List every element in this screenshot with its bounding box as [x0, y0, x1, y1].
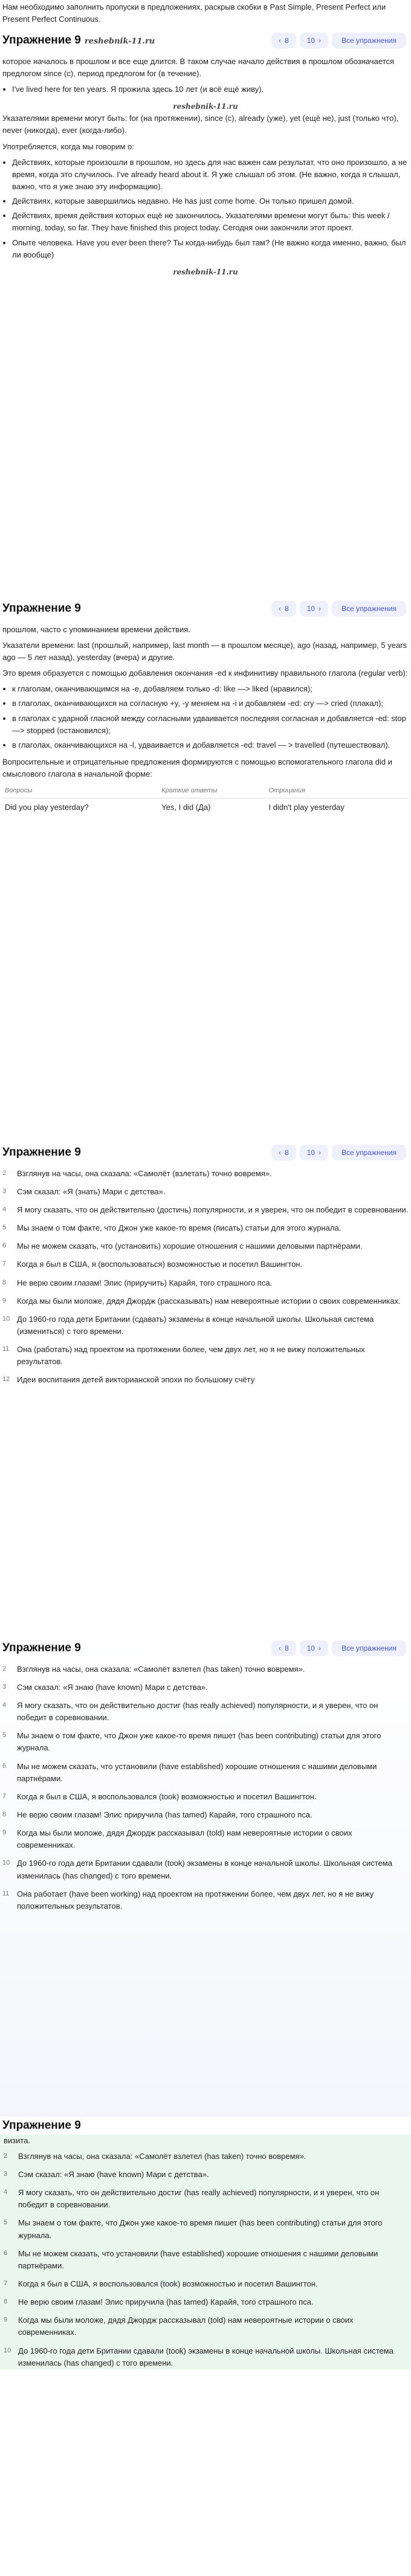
exercise-header: [2, 25, 409, 55]
list-item: 10 До 1960-го года дети Британии сдавали (took) экзамены в конце начальной школы. Школьная система изменилась (has changed) с того времени.: [2, 1859, 392, 1880]
exercise-header: [0, 2117, 411, 2134]
section-paragraph: визита.: [4, 2135, 31, 2145]
list-item: 7 Когда я был в США, я воспользовался (took) возможностью и посетил Вашингтон.: [4, 2279, 318, 2288]
list-item: 10 До 1960-го года дети Британии сдавали (took) экзамены в конце начальной школы. Школьная система изменилась (has changed) с того времени.: [4, 2346, 393, 2367]
prev-exercise-button[interactable]: ‹ 8: [271, 33, 296, 49]
list-item: • I've lived here for ten years. Я прожила здесь 10 лет (и всё ещё живу).: [12, 83, 409, 95]
list-item: 4 Я могу сказать, что он действительно достиг (has really achieved) популярности, и я уверен, что он победит в соревновании.: [2, 1701, 378, 1723]
list-item: 7 Когда я был в США, я (воспользоваться) возможностью и посетил Вашингтон.: [2, 1260, 303, 1269]
list-item: 4 Я могу сказать, что он действительно (достичь) популярности, и я уверен, что он победит в соревновании.: [2, 1205, 409, 1214]
list-item: • в глаголах, оканчивающихся на согласную +y, -y меняем на -i и добавляем -ed: cry —> cried (плакал);: [12, 697, 409, 710]
exercise-title: Упражнение 9: [2, 1146, 81, 1159]
watermark: reshebnik-11.ru: [84, 37, 155, 47]
answers-block: [0, 2135, 411, 2369]
list-item: 9 Когда мы были моложе, дядя Джордж рассказывал (told) нам невероятные истории о своих современниках.: [2, 1828, 352, 1850]
section-paragraph: Вопросительные и отрицательные предложения формируются с помощью вспомогательного глагола did и смыслового глагола в начальной форме:: [2, 757, 392, 779]
next-exercise-button[interactable]: 10 ›: [300, 1640, 328, 1657]
exercise-title: Упражнение 9: [2, 602, 81, 615]
list-item: 6 Мы не можем сказать, что (установить) хорошие отношения с нашими деловыми партнёрами.: [2, 1241, 363, 1251]
grammar-table: [2, 784, 409, 817]
list-item: • Действиях, время действия которых ещё не закончилось. Указателями времени могут быть: this week / morning, today, so far. They have finished this project today. Сегодня они закончили этот проект.: [12, 210, 409, 234]
all-exercises-button[interactable]: Все упражнения: [332, 33, 406, 49]
prev-exercise-button[interactable]: ‹ 8: [271, 1640, 296, 1657]
exercise-header: [2, 594, 409, 623]
list-item: 12 Идеи воспитания детей викторианской эпохи по большому счёту: [2, 1375, 255, 1385]
exercise-section-5: [0, 2117, 411, 2576]
list-item: 10 До 1960-го года дети Британии (сдавать) экзамены в конце начальной школы. Школьная система (измениться) с того времени.: [2, 1314, 374, 1336]
exercise-nav: [271, 1145, 406, 1161]
list-item: 5 Мы знаем о том факте, что Джон уже какое-то время (писать) статьи для этого журнала.: [2, 1223, 341, 1233]
chevron-left-icon: ‹: [278, 36, 281, 45]
examples-list: [2, 83, 409, 95]
next-exercise-button[interactable]: 10 ›: [300, 33, 328, 49]
rules-list: [2, 683, 409, 751]
intro: [0, 0, 411, 25]
list-item: • в глаголах, оканчивающихся на -l, удваивается и добавляется -ed: travel — > travelled (путешествовал).: [12, 739, 409, 751]
usage-list: [2, 157, 409, 261]
chevron-left-icon: ‹: [278, 1643, 281, 1652]
list-item: 3 Сэм сказал: «Я знаю (have known) Мари с детства».: [2, 1682, 208, 1692]
list-item: • Опыте человека. Have you ever been there? Ты когда-нибудь был там? (Не важно когда именно, важно, был ли вообще): [12, 237, 409, 261]
list-item: 3 Сэм сказал: «Я знаю (have known) Мари с детства».: [4, 2170, 209, 2179]
answers-list: [2, 1663, 409, 1912]
list-item: 9 Когда мы были моложе, дядя Джордж (рассказывать) нам невероятные истории о своих современниках.: [2, 1296, 401, 1306]
list-item: • Действиях, которые завершились недавно. He has just come home. Он только пришел домой.: [12, 195, 409, 207]
watermark: reshebnik-11.ru: [173, 102, 238, 111]
chevron-right-icon: ›: [318, 1643, 321, 1652]
exercise-nav: [271, 601, 406, 617]
exercise-section-3: [0, 1138, 411, 1633]
list-item: 11 Она (работать) над проектом на протяжении более, чем двух лет, но я не вижу положительных результатов.: [2, 1345, 365, 1367]
list-item: 7 Когда я был в США, я воспользовался (took) возможностью и посетил Вашингтон.: [2, 1791, 317, 1801]
list-item: • Действиях, которые произошли в прошлом, но здесь для нас важен сам результат, что оно произошло, а не время, когда это случилось. I've already heard about it. Я уже слышал об этом. (Не важно, когда я слышал, важно, что я уже знаю эту информацию).: [12, 157, 409, 193]
table-cell: I didn't play yesterday: [268, 803, 345, 812]
section-paragraph: Указатели времени: last (прошлый, например, last month — в прошлом месяце), ago (назад, например, 5 years ago — 5 лет назад), yesterday (вчера) и другие.: [2, 640, 407, 662]
exercise-title: Упражнение 9 reshebnik-11.ru: [2, 34, 155, 47]
list-item: 5 Мы знаем о том факте, что Джон уже какое-то время пишет (has been contributing) статьи для этого журнала.: [2, 1731, 381, 1753]
table-header: Краткие ответы: [159, 784, 266, 798]
list-item: 4 Я могу сказать, что он действительно достиг (has really achieved) популярности, и я уверен, что он победит в соревновании.: [4, 2188, 380, 2210]
list-item: 9 Когда мы были моложе, дядя Джордж рассказывал (told) нам невероятные истории о своих современниках.: [4, 2315, 354, 2337]
list-item: 3 Сэм сказал: «Я (знать) Мари с детства».: [2, 1186, 166, 1196]
list-item: 11 Она работает (have been working) над проектом на протяжении более, чем двух лет, но я не вижу положительных результатов.: [2, 1889, 374, 1911]
table-row: [2, 798, 409, 817]
all-exercises-button[interactable]: Все упражнения: [332, 1145, 406, 1161]
list-item: • в глаголах с ударной гласной между согласными удваивается последняя согласная и добавляется -ed: stop —> stopped (остановился);: [12, 713, 409, 737]
watermark: reshebnik-11.ru: [173, 267, 238, 276]
list-item: 6 Мы не можем сказать, что установили (have established) хорошие отношения с нашими деловыми партнёрами.: [2, 1761, 377, 1783]
chevron-right-icon: ›: [318, 36, 321, 45]
exercise-header: [2, 1633, 409, 1663]
answers-list: [4, 2150, 407, 2369]
list-item: 8 Не верю своим глазам! Элис (приручить) Карайя, того страшного пса.: [2, 1278, 273, 1287]
list-item: • к глаголам, оканчивающимся на -e, добавляем только -d: like —> liked (нравился);: [12, 683, 409, 695]
table-cell: Yes, I did (Да): [161, 803, 211, 812]
exercise-title: Упражнение 9: [2, 2119, 81, 2132]
list-item: 2 Взглянув на часы, она сказала: «Самолёт взлетел (has taken) точно вовремя».: [2, 1664, 305, 1674]
chevron-left-icon: ‹: [278, 1148, 281, 1157]
list-item: 5 Мы знаем о том факте, что Джон уже какое-то время пишет (has been contributing) статьи для этого журнала.: [4, 2218, 383, 2240]
list-item: 8 Не верю своим глазам! Элис приручила (has tamed) Карайя, того страшного пса.: [2, 1810, 312, 1819]
exercise-header: [2, 1138, 409, 1167]
all-exercises-button[interactable]: Все упражнения: [332, 601, 406, 617]
intro-text: Нам необходимо заполнить пропуски в предложениях, раскрыв скобки в Past Simple, Present Perfect или Present Perfect Continuous.: [2, 2, 386, 24]
list-item: 8 Не верю своим глазам! Элис приручила (has tamed) Карайя, того страшного пса.: [4, 2297, 314, 2307]
exercise-nav: [271, 33, 406, 49]
list-item: 2 Взглянув на часы, она сказала: «Самолёт (взлетать) точно вовремя».: [2, 1168, 272, 1178]
next-exercise-button[interactable]: 10 ›: [300, 601, 328, 617]
exercise-list: [2, 1168, 409, 1387]
section-paragraph: которое началось в прошлом и все еще длится. В таком случае начало действия в прошлом обозначается предлогом since (с), период предлогом for (в течение).: [2, 56, 395, 78]
chevron-right-icon: ›: [318, 1148, 321, 1157]
next-exercise-button[interactable]: 10 ›: [300, 1145, 328, 1161]
exercise-section-1: [0, 25, 411, 594]
prev-exercise-button[interactable]: ‹ 8: [271, 601, 296, 617]
exercise-section-4: [0, 1633, 411, 2117]
chevron-right-icon: ›: [318, 604, 321, 613]
table-header: Вопросы: [2, 784, 159, 798]
list-item: 2 Взглянув на часы, она сказала: «Самолёт взлетел (has taken) точно вовремя».: [4, 2151, 306, 2161]
table-cell: Did you play yesterday?: [5, 803, 89, 812]
list-item: 6 Мы не можем сказать, что установили (have established) хорошие отношения с нашими деловыми партнёрами.: [4, 2248, 378, 2270]
section-paragraph: Указателями времени могут быть: for (на протяжении), since (с), already (уже), yet (ещё не), just (только что), never (никогда), ever (когда-либо).: [2, 114, 399, 135]
section-paragraph: прошлом, часто с упоминанием времени действия.: [2, 624, 190, 634]
exercise-section-2: [0, 594, 411, 1138]
chevron-left-icon: ‹: [278, 604, 281, 613]
section-paragraph: Это время образуется с помощью добавления окончания -ed к инфинитиву правильного глагола (regular verb):: [2, 668, 408, 678]
exercise-nav: [271, 1640, 406, 1657]
section-paragraph: Употребляется, когда мы говорим о:: [2, 141, 134, 151]
all-exercises-button[interactable]: Все упражнения: [332, 1640, 406, 1657]
table-header: Отрицания: [267, 784, 409, 798]
exercise-title: Упражнение 9: [2, 1642, 81, 1655]
prev-exercise-button[interactable]: ‹ 8: [271, 1145, 296, 1161]
